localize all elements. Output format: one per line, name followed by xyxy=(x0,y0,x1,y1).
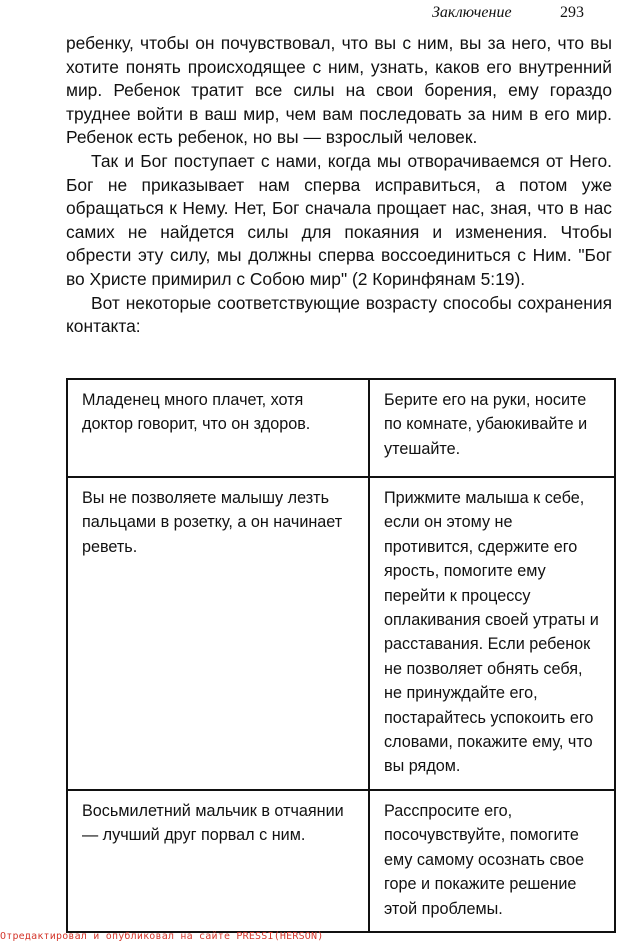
running-head-title: Заключение xyxy=(432,4,512,21)
table-cell-response: Прижмите малыша к себе, если он этому не противится, сдержите его ярость, помогите ему перейти к процессу оплакивания своей утраты и расставания. Если ребенок не позволяет обнять себя, не принуждайте его, постарайтесь успокоить его словами, покажите ему, что вы рядом. xyxy=(369,477,615,790)
running-head xyxy=(0,2,620,24)
paragraph-table-intro: Вот некоторые соответствующие возрасту способы сохранения контакта: xyxy=(66,292,612,337)
paragraph-continuation: ребенку, чтобы он почувствовал, что вы с ним, вы за него, что вы хотите понять происходящее с ним, узнать, каков его внутренний мир. Ребенок тратит все силы на свои борения, ему гораздо труднее войти в ваш мир, чем вам последовать за ним в его мир. Ребенок есть ребенок, но вы — взрослый человек. xyxy=(66,33,612,148)
table-row xyxy=(67,379,615,477)
table-cell-response: Берите его на руки, носите по комнате, убаюкивайте и утешайте. xyxy=(369,379,615,477)
table-row xyxy=(67,477,615,790)
page-number: 293 xyxy=(560,4,584,21)
body-text xyxy=(66,32,612,339)
table-cell-situation: Вы не позволяете малышу лезть пальцами в розетку, а он начинает реветь. xyxy=(67,477,369,790)
paragraph-god-analogy: Так и Бог поступает с нами, когда мы отворачиваемся от Него. Бог не приказывает нам сперва исправиться, а потом уже обращаться к Нему. Нет, Бог сначала прощает нас, зная, что в нас самих не найдется силы для покаяния и изменения. Чтобы обрести эту силу, мы должны сперва воссоединиться с Ним. "Бог во Христе примирил с Собою мир" (2 Коринфянам 5:19). xyxy=(66,150,612,289)
contact-table xyxy=(66,378,616,933)
table-cell-response: Расспросите его, посочувствуйте, помогите ему самому осознать свое горе и покажите решение этой проблемы. xyxy=(369,790,615,932)
contact-table-wrapper xyxy=(66,378,616,933)
table-row xyxy=(67,790,615,932)
footer-watermark-note: Отредактировал и опубликовал на сайте PRESSI(HERSON) xyxy=(0,931,324,942)
table-cell-situation: Восьмилетний мальчик в отчаянии — лучший друг порвал с ним. xyxy=(67,790,369,932)
table-cell-situation: Младенец много плачет, хотя доктор говорит, что он здоров. xyxy=(67,379,369,477)
